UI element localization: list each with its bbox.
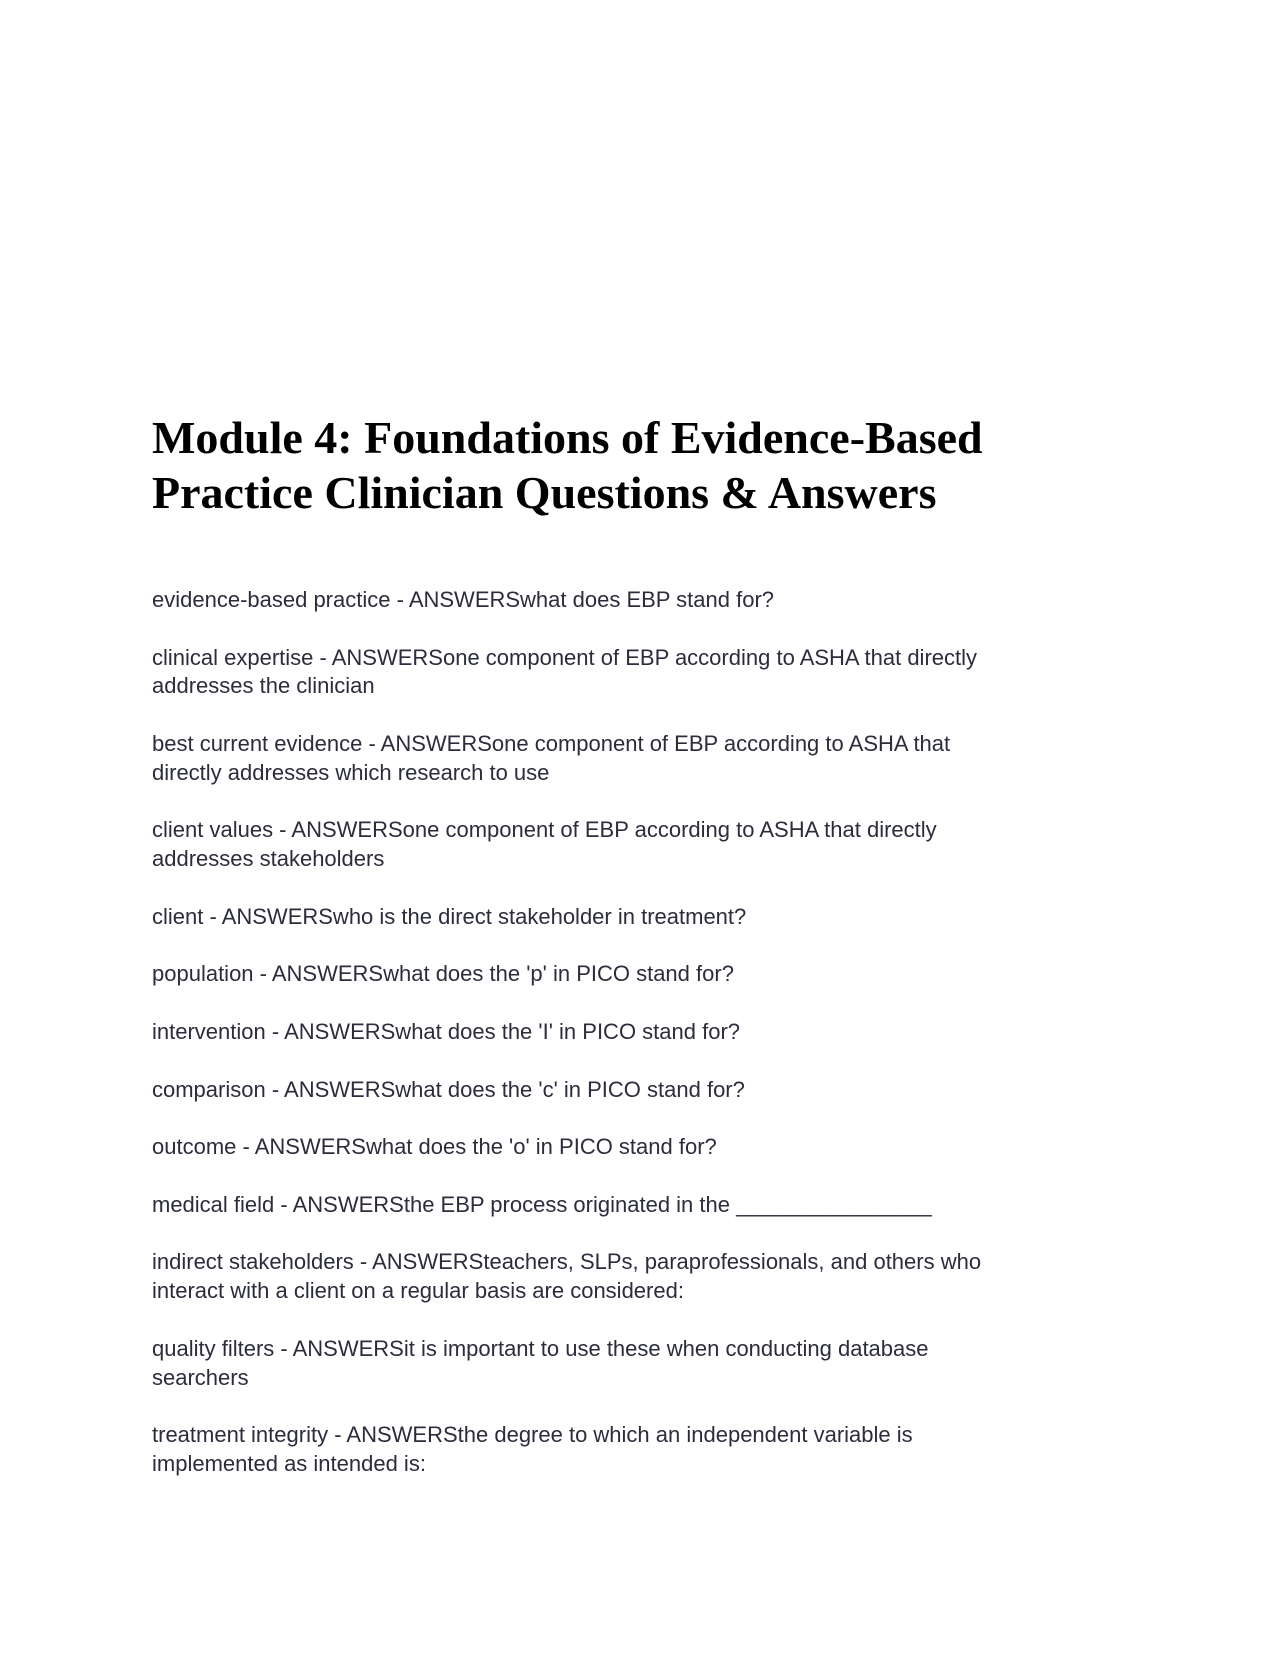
qa-line: searchers bbox=[152, 1364, 249, 1390]
qa-line: outcome - ANSWERSwhat does the 'o' in PICO stand for? bbox=[152, 1134, 717, 1160]
qa-item-evidence-based-practice bbox=[152, 586, 1132, 615]
qa-item-treatment-integrity bbox=[152, 1421, 1132, 1479]
document-title bbox=[152, 410, 1132, 520]
qa-list bbox=[152, 586, 1132, 1508]
qa-item-outcome bbox=[152, 1133, 1132, 1162]
title-line: Module 4: Foundations of Evidence-Based bbox=[152, 412, 983, 463]
qa-line: population - ANSWERSwhat does the 'p' in PICO stand for? bbox=[152, 961, 734, 987]
qa-item-intervention bbox=[152, 1018, 1132, 1047]
qa-line: addresses the clinician bbox=[152, 673, 375, 699]
qa-item-medical-field bbox=[152, 1191, 1132, 1220]
qa-item-quality-filters bbox=[152, 1335, 1132, 1393]
qa-line: interact with a client on a regular basis are considered: bbox=[152, 1278, 684, 1304]
qa-item-client-values bbox=[152, 816, 1132, 874]
qa-line: indirect stakeholders - ANSWERSteachers, SLPs, paraprofessionals, and others who bbox=[152, 1249, 982, 1275]
qa-line: comparison - ANSWERSwhat does the 'c' in PICO stand for? bbox=[152, 1076, 745, 1102]
qa-line: client - ANSWERSwho is the direct stakeholder in treatment? bbox=[152, 903, 747, 929]
qa-item-client bbox=[152, 903, 1132, 932]
qa-item-best-current-evidence bbox=[152, 730, 1132, 788]
qa-line: intervention - ANSWERSwhat does the 'I' in PICO stand for? bbox=[152, 1018, 741, 1044]
qa-line: clinical expertise - ANSWERSone component of EBP according to ASHA that directly bbox=[152, 644, 977, 670]
qa-item-population bbox=[152, 960, 1132, 989]
qa-item-clinical-expertise bbox=[152, 644, 1132, 702]
qa-line: addresses stakeholders bbox=[152, 846, 385, 872]
qa-item-comparison bbox=[152, 1076, 1132, 1105]
qa-line: evidence-based practice - ANSWERSwhat does EBP stand for? bbox=[152, 587, 775, 612]
qa-line: medical field - ANSWERSthe EBP process originated in the ________________ bbox=[152, 1191, 932, 1217]
qa-line: implemented as intended is: bbox=[152, 1450, 426, 1476]
qa-line: treatment integrity - ANSWERSthe degree to which an independent variable is bbox=[152, 1422, 913, 1448]
qa-line: directly addresses which research to use bbox=[152, 759, 550, 785]
title-line: Practice Clinician Questions & Answers bbox=[152, 467, 937, 518]
qa-line: quality filters - ANSWERSit is important to use these when conducting database bbox=[152, 1335, 929, 1361]
qa-line: client values - ANSWERSone component of EBP according to ASHA that directly bbox=[152, 817, 937, 843]
qa-item-indirect-stakeholders bbox=[152, 1248, 1132, 1306]
qa-line: best current evidence - ANSWERSone component of EBP according to ASHA that bbox=[152, 730, 951, 756]
